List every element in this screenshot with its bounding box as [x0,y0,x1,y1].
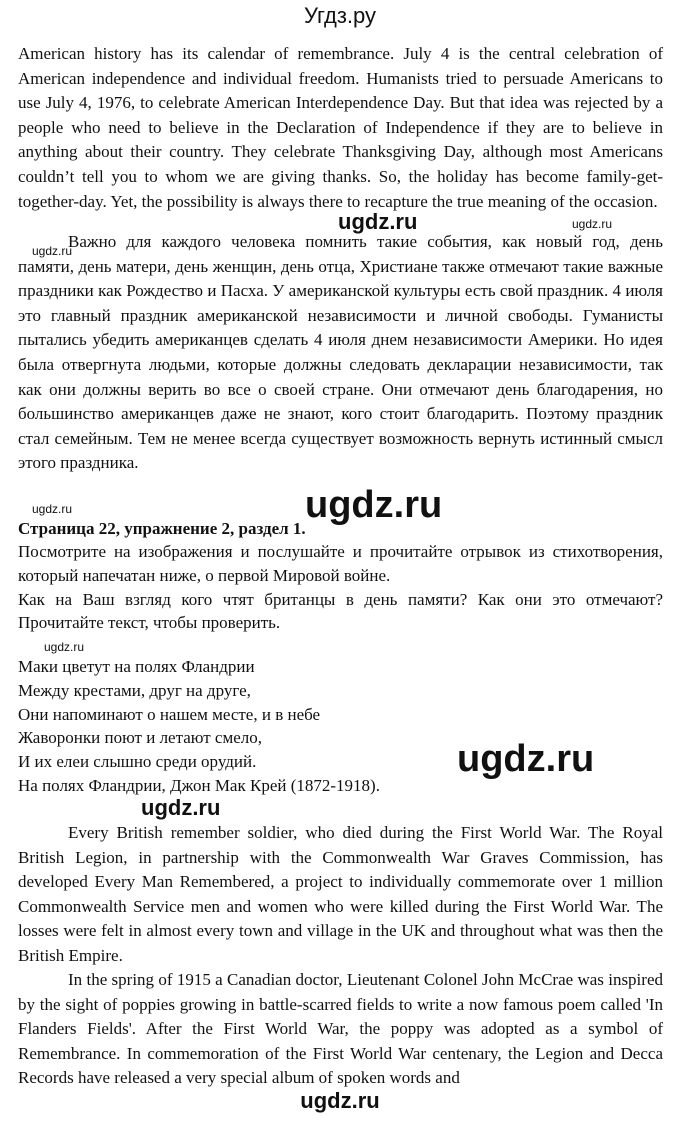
english-paragraph-british-remembrance [18,821,663,969]
watermark-small: ugdz.ru [572,217,613,231]
russian-paragraph-translation [18,230,663,476]
poem-line: Они напоминают о нашем месте, и в небе [18,704,321,724]
paragraph-text: Every British remember soldier, who died during the First World War. The Royal British Legion, in partnership with the Commonwealth War Graves Commission, has developed Every Man Remembered, a project to individually commemorate over 1 million Commonwealth Service men and women who were killed during the First World War. The losses were felt in almost every town and village in the UK and throughout what was then the British Empire. [18,823,663,965]
task-line: Посмотрите на изображения и послушайте и прочитайте отрывок из стихотворения, который напечатан ниже, о первой Мировой войне. [18,542,663,585]
poem-line: На полях Фландрии, Джон Мак Крей (1872-1918). [18,775,380,795]
poem-line: Жаворонки поют и летают смело, [18,728,263,748]
watermark-large: ugdz.ru [305,484,443,526]
watermark-medium: ugdz.ru [141,795,221,820]
english-paragraph-remembrance: American history has its calendar of remembrance. July 4 is the central celebration of American independence and individual freedom. Humanists tried to persuade Americans to use July 4, 1976, to celebrate American Interdependence Day. But that idea was rejected by a people who need to believe in the Declaration of Independence if they are to believe in anything about their country. They celebrate Thanksgiving Day, although most Americans couldn’t tell you to whom we are giving thanks. So, the holiday has become family-get-together-day. Yet, the possibility is always there to recapture the true meaning of the occasion. [18,44,663,211]
task-line: Как на Ваш взгляд кого чтят британцы в день памяти? Как они это отмечают? Прочитайте текст, чтобы проверить. [18,589,663,633]
exercise-heading: Страница 22, упражнение 2, раздел 1. [18,519,306,538]
watermark-large: ugdz.ru [457,738,595,780]
poem-line: Маки цветут на полях Фландрии [18,657,255,676]
watermark-small: ugdz.ru [32,502,73,516]
watermark-small: ugdz.ru [44,640,85,654]
watermark-small: ugdz.ru [32,244,73,258]
poem-line: Между крестами, друг на друге, [18,680,251,700]
watermark-medium: ugdz.ru [338,209,418,234]
site-header[interactable]: Угдз.ру [303,3,377,28]
footer-watermark: ugdz.ru [300,1088,380,1113]
english-paragraph-flanders [18,968,663,1091]
russian-paragraph-text: Важно для каждого человека помнить такие события, как новый год, день памяти, день матери, день женщин, день отца, Христиане также отмечают такие важные праздники как Рождество и Пасха. У американской культуры есть свой праздник. 4 июля это главный праздник американской независимости и личной свободы. Гуманисты пытались убедить американцев сделать 4 июля днем независимости Америки. Но идея была отвергнута людьми, которые должны следовать декларации независимости, так как они должны верить во все о своей стране. Они отмечают день благодарения, но большинство американцев даже не знают, кого стоит благодарить. Поэтому праздник стал семейным. Тем не менее всегда существует возможность вернуть истинный смысл этого праздника. [18,232,663,473]
paragraph-text: In the spring of 1915 a Canadian doctor, Lieutenant Colonel John McCrae was inspired by the sight of poppies growing in battle-scarred fields to write a now famous poem called 'In Flanders Fields'. After the First World War, the poppy was adopted as a symbol of Remembrance. In commemoration of the First World War centenary, the Legion and Decca Records have released a very special album of spoken words and [18,970,663,1088]
poem-line: И их елеи слышно среди орудий. [18,752,257,772]
task-instructions [18,540,663,635]
